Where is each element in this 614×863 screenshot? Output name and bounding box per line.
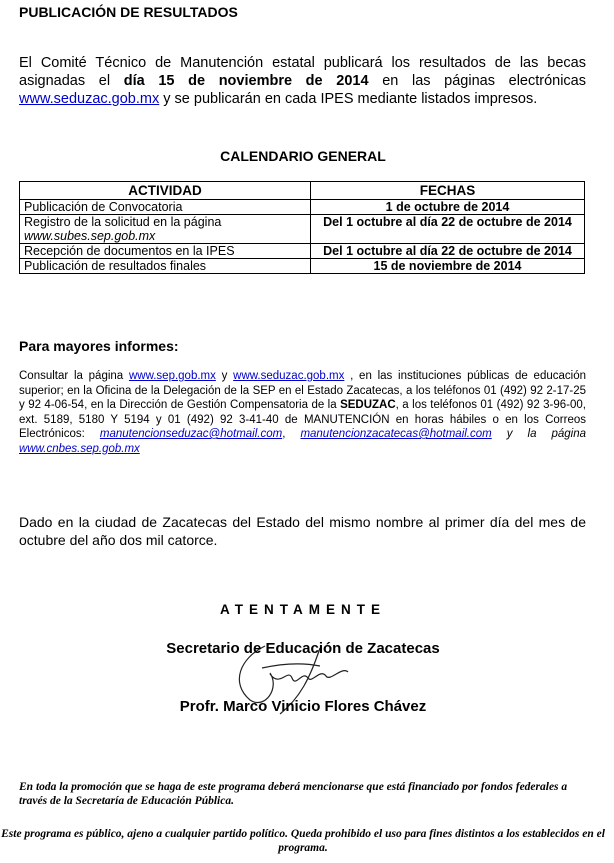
footer-legal-note: Este programa es público, ajeno a cualquier partido político. Queda prohibido el uso para fines distintos a los establecidos en el programa. — [1, 828, 605, 854]
sep-link[interactable]: www.sep.gob.mx — [128, 370, 216, 382]
document-heading: PUBLICACIÓN DE RESULTADOS — [19, 4, 238, 20]
calendar-title: CALENDARIO GENERAL — [220, 148, 386, 164]
email-link-2[interactable]: manutencionzacatecas@hotmail.com — [300, 428, 492, 440]
activity-text: Publicación de Convocatoria — [24, 200, 183, 214]
date-cell: Del 1 octubre al día 22 de octubre de 2014 — [311, 244, 585, 259]
header-dates: FECHAS — [311, 182, 585, 200]
email-link-1[interactable]: manutencionseduzac@hotmail.com — [99, 428, 283, 440]
info-text: , en las instituciones públicas de educación superior; en la Oficina de la Delegación de la SEP en el Estado Zacatecas, a los teléfonos 01 (492) 92 2-17-25 y 92 4-06-54, en la Dirección de Gestión Compensatoria de la — [19, 370, 586, 411]
table-row — [20, 215, 585, 244]
seduzac-bold: SEDUZAC — [340, 399, 396, 411]
activity-cell — [20, 200, 311, 215]
info-text: y la página — [491, 428, 587, 440]
table-row — [20, 244, 585, 259]
intro-text-2: en las páginas electrónicas — [368, 73, 586, 89]
info-text: , — [282, 428, 301, 440]
info-title: Para mayores informes: — [19, 338, 179, 354]
calendar-header-row — [20, 182, 585, 200]
closing-paragraph: Dado en la ciudad de Zacatecas del Estado del mismo nombre al primer día del mes de octubre del año dos mil catorce. — [19, 514, 586, 548]
header-activity: ACTIVIDAD — [20, 182, 311, 200]
info-paragraph — [19, 369, 586, 456]
info-text: , a los teléfonos 01 (492) 92 3-96-00, ext. 5189, 5180 Y 5194 y 01 (492) 92 3-41-40 de MANUTENCIÓN en horas hábiles o en los Correos Electrónicos: — [19, 399, 586, 440]
info-text: Consultar la página — [19, 370, 129, 382]
activity-cell — [20, 259, 311, 274]
activity-text: Recepción de documentos en la IPES — [24, 244, 235, 258]
seduzac-link-2[interactable]: www.seduzac.gob.mx — [233, 370, 345, 382]
table-row — [20, 200, 585, 215]
subes-link[interactable]: www.subes.sep.gob.mx — [24, 229, 156, 243]
activity-text: Publicación de resultados finales — [24, 259, 207, 273]
cnbes-link[interactable]: www.cnbes.sep.gob.mx — [19, 442, 140, 455]
info-text: y — [215, 370, 234, 382]
date-cell: 15 de noviembre de 2014 — [311, 259, 585, 274]
date-cell: 1 de octubre de 2014 — [311, 200, 585, 215]
calendar-table — [19, 181, 585, 274]
date-cell: Del 1 octubre al día 22 de octubre de 2014 — [311, 215, 585, 244]
intro-text-3: y se publicarán en cada IPES mediante listados impresos. — [159, 91, 538, 107]
footer-financing-note: En toda la promoción que se haga de este programa deberá mencionarse que está financiado por fondos federales a través de la Secretaría de Educación Pública. — [19, 781, 568, 807]
activity-text: Registro de la solicitud en la página — [24, 215, 222, 229]
signer-position: Secretario de Educación de Zacatecas — [166, 640, 440, 657]
intro-paragraph — [19, 54, 586, 108]
activity-cell — [20, 215, 311, 244]
activity-cell — [20, 244, 311, 259]
intro-date: día 15 de noviembre de 2014 — [123, 73, 369, 89]
signer-name: Profr. Marco Vinicio Flores Chávez — [179, 698, 427, 715]
seduzac-link[interactable]: www.seduzac.gob.mx — [19, 91, 160, 107]
table-row — [20, 259, 585, 274]
atentamente-label: ATENTAMENTE — [220, 602, 386, 617]
intro-text-1: El Comité Técnico de Manutención estatal publicará los resultados de las becas asignadas el — [19, 55, 586, 89]
